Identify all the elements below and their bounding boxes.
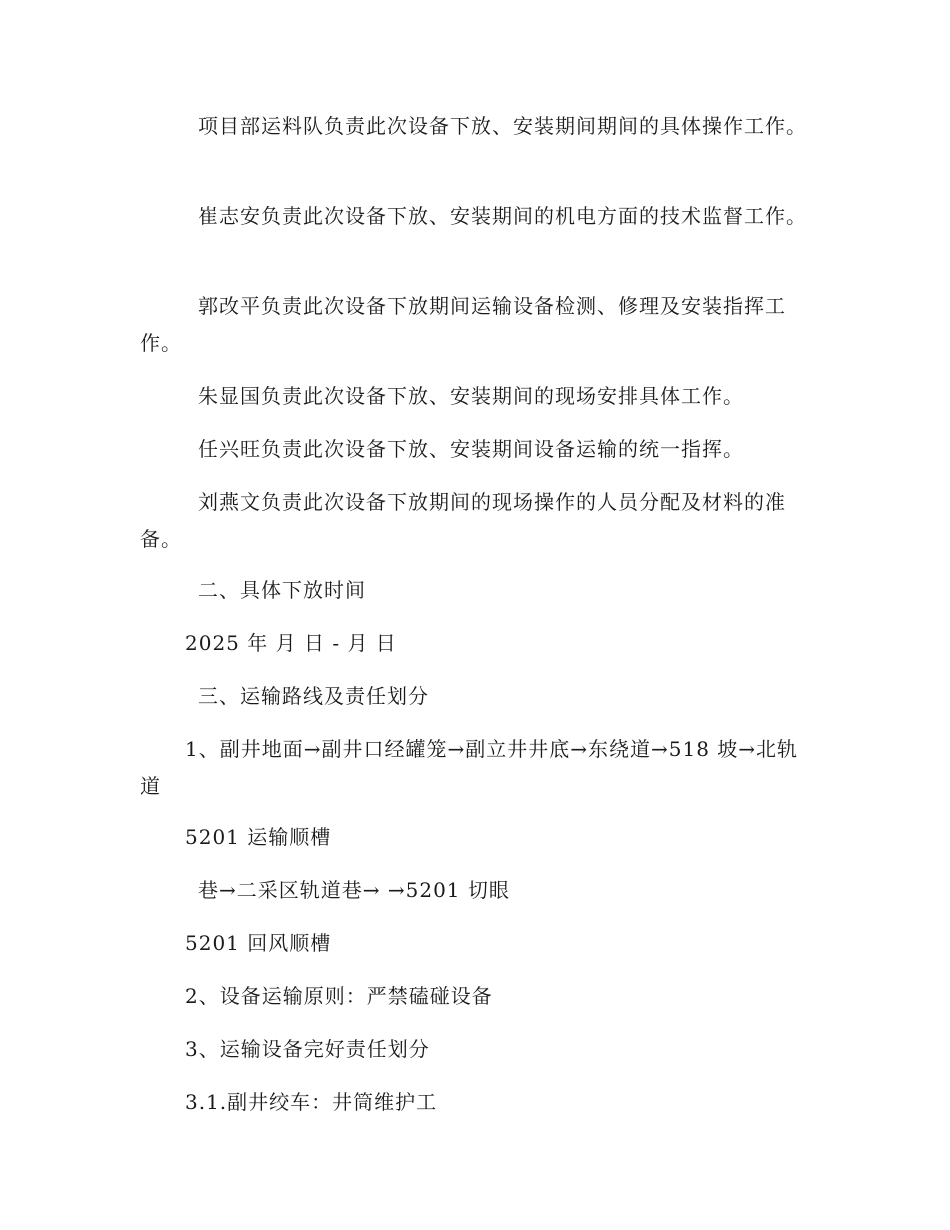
section-heading-route: 三、运输路线及责任划分 — [198, 684, 429, 708]
responsibility-heading: 3、运输设备完好责任划分 — [185, 1037, 430, 1061]
route-step-1: 1、副井地面→副井口经罐笼→副立井井底→东绕道→518 坡→北轨道 — [140, 737, 799, 798]
paragraph-cui-zhian: 崔志安负责此次设备下放、安装期间的机电方面的技术监督工作。 — [198, 204, 807, 228]
paragraph-transport-team: 项目部运料队负责此次设备下放、安装期间期间的具体操作工作。 — [198, 114, 807, 138]
schedule-date-line: 2025 年 月 日 - 月 日 — [185, 631, 397, 655]
route-line-lane: 巷→二采区轨道巷→ →5201 切眼 — [198, 878, 510, 902]
paragraph-zhu-xianguo: 朱显国负责此次设备下放、安装期间的现场安排具体工作。 — [198, 384, 744, 408]
paragraph-guo-gaiping: 郭改平负责此次设备下放期间运输设备检测、修理及安装指挥工作。 — [140, 294, 786, 355]
responsibility-item-3-1: 3.1.副井绞车：井筒维护工 — [185, 1090, 438, 1114]
route-line-5201-return-air: 5201 回风顺槽 — [185, 931, 332, 955]
route-line-5201-transport: 5201 运输顺槽 — [185, 825, 332, 849]
paragraph-liu-yanwen: 刘燕文负责此次设备下放期间的现场操作的人员分配及材料的准备。 — [140, 490, 786, 551]
paragraph-ren-xingwang: 任兴旺负责此次设备下放、安装期间设备运输的统一指挥。 — [198, 437, 744, 461]
principle-line: 2、设备运输原则：严禁磕碰设备 — [185, 984, 493, 1008]
section-heading-schedule: 二、具体下放时间 — [198, 578, 366, 602]
